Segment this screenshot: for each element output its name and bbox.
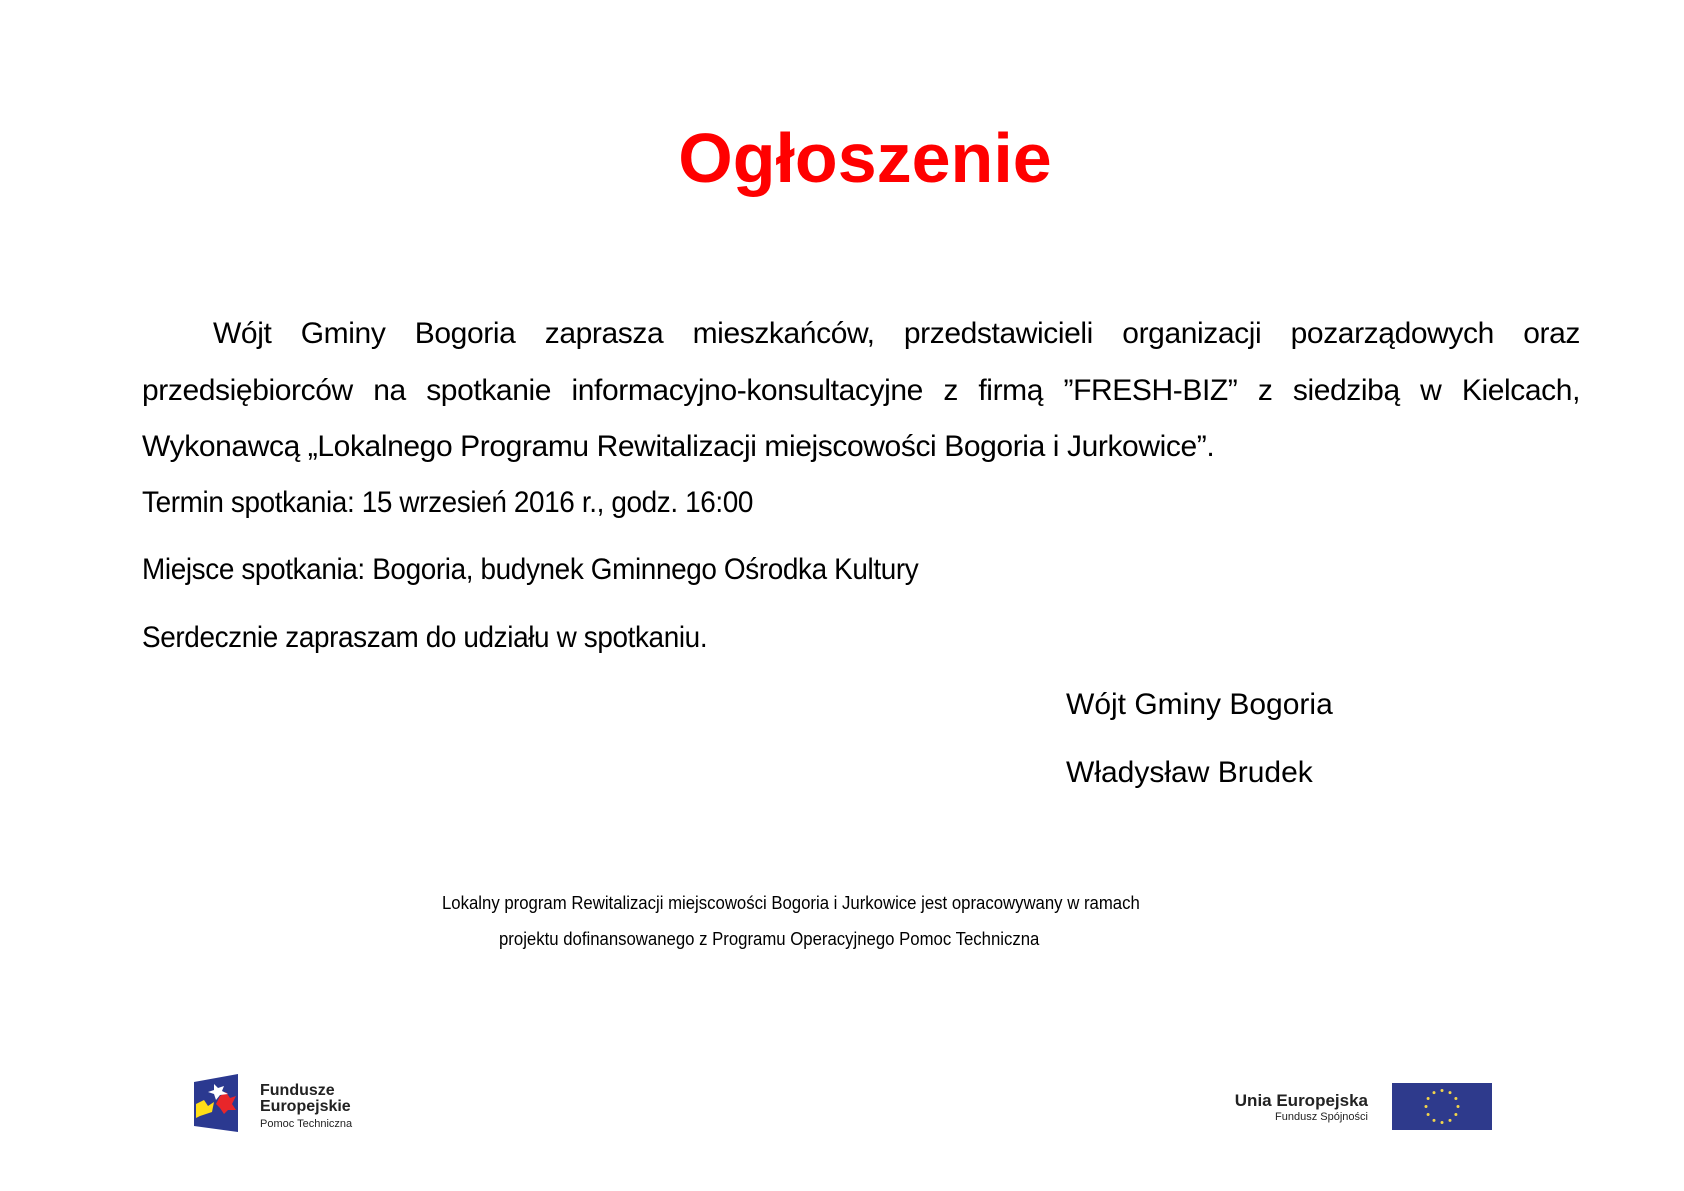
page-title: Ogłoszenie bbox=[678, 119, 1052, 197]
footnote-line-2: projektu dofinansowanego z Programu Operacyjnego Pomoc Techniczna bbox=[499, 929, 1040, 949]
body-paragraph-text: Wójt Gminy Bogoria zaprasza mieszkańców, przedstawicieli organizacji pozarządowych oraz przedsiębiorców na spotkanie informacyjno-konsultacyjne z firmą ”FRESH-BIZ” z siedzibą w Kielcach, Wykonawcą „Lokalnego Programu Rewitalizacji miejscowości Bogoria i Jurkowice”. bbox=[142, 317, 1580, 463]
logo-left-line-1: Fundusze bbox=[260, 1082, 335, 1099]
fundusze-europejskie-emblem-icon bbox=[194, 1074, 240, 1132]
footnote-line-1: Lokalny program Rewitalizacji miejscowości Bogoria i Jurkowice jest opracowywany w ramach bbox=[442, 893, 1140, 913]
meeting-date: Termin spotkania: 15 wrzesień 2016 r., godz. 16:00 bbox=[142, 486, 754, 519]
logo-right-line-2: Fundusz Spójności bbox=[1275, 1111, 1368, 1123]
logo-right-line-1: Unia Europejska bbox=[1234, 1091, 1368, 1110]
signature-name: Władysław Brudek bbox=[1066, 756, 1313, 789]
invitation-text: Serdecznie zapraszam do udziału w spotkaniu. bbox=[142, 621, 708, 654]
logo-left-line-2: Europejskie bbox=[260, 1098, 351, 1115]
body-paragraph bbox=[142, 306, 1580, 476]
signature-role: Wójt Gminy Bogoria bbox=[1066, 688, 1333, 721]
logo-left-line-3: Pomoc Techniczna bbox=[260, 1118, 353, 1130]
eu-flag-icon bbox=[1392, 1083, 1492, 1130]
meeting-place: Miejsce spotkania: Bogoria, budynek Gminnego Ośrodka Kultury bbox=[142, 553, 919, 586]
